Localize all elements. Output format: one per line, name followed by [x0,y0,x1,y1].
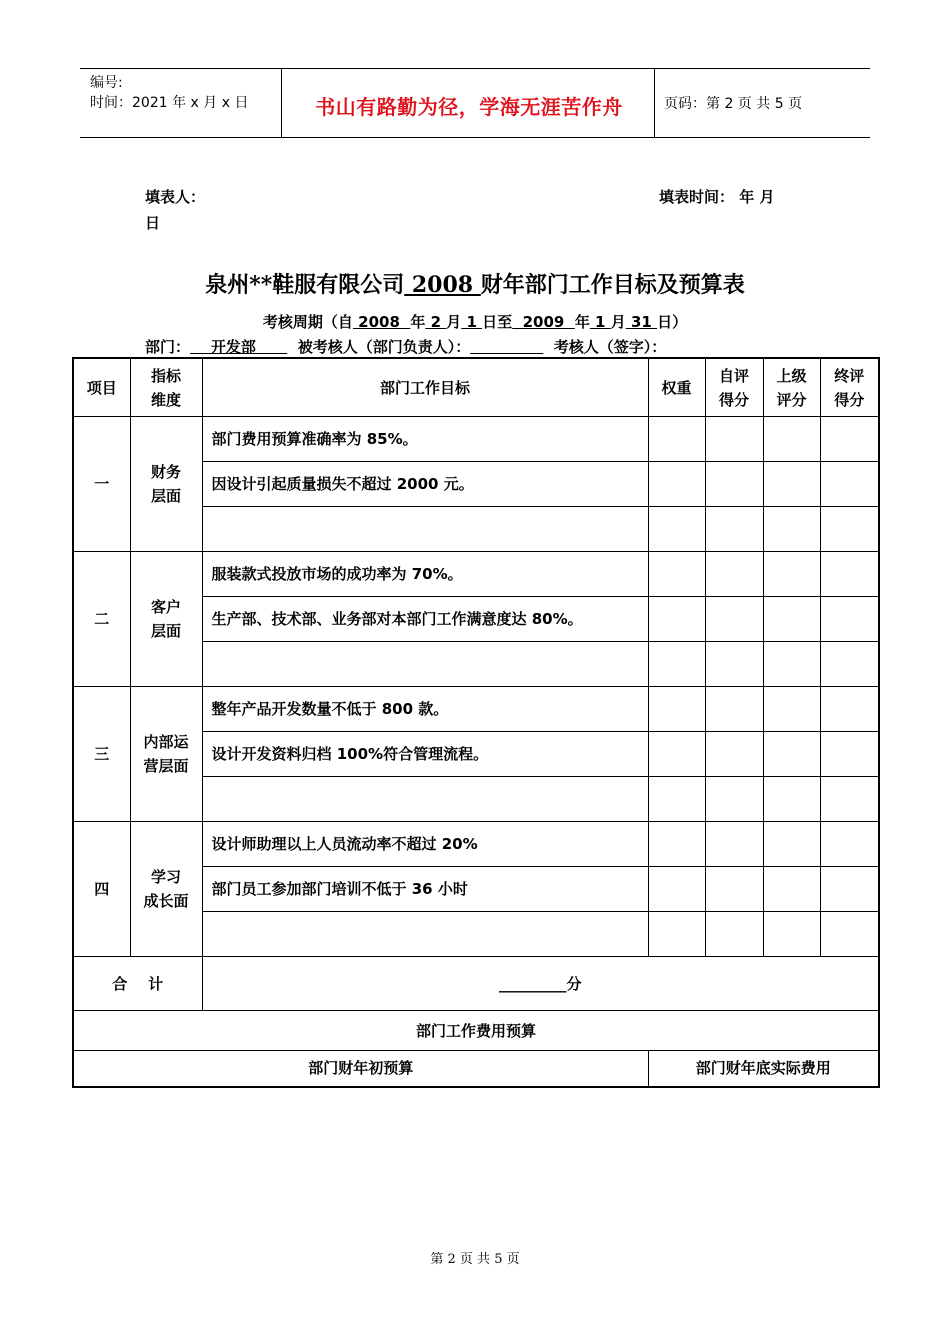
title-suffix: 财年部门工作目标及预算表 [480,272,745,298]
goal-cell: 生产部、技术部、业务部对本部门工作满意度达 80%。 [202,597,648,642]
self-score-cell [705,867,763,912]
final-score-cell [820,777,879,822]
weight-cell [648,687,705,732]
weight-cell [648,912,705,957]
assessee-label: 被考核人（部门负责人）： [287,338,471,356]
assessor-label: 考核人（签字）： [543,338,667,356]
self-score-cell [705,462,763,507]
supervisor-score-cell [763,777,820,822]
weight-cell [648,732,705,777]
final-score-cell [820,732,879,777]
weight-cell [648,417,705,462]
final-score-cell [820,462,879,507]
dept-value: 开发部 [190,338,288,356]
weight-cell [648,642,705,687]
table-row [73,822,879,867]
budget-row [73,1051,879,1087]
budget-initial: 部门财年初预算 [73,1051,648,1087]
period-text: 月 [446,313,462,331]
goal-cell: 部门费用预算准确率为 85%。 [202,417,648,462]
self-score-cell [705,822,763,867]
supervisor-score-cell [763,462,820,507]
header-self-score: 自评 得分 [705,358,763,417]
goals-table [72,357,880,1088]
filler-line [145,186,805,232]
filler-label: 填表人： [145,188,206,206]
budget-title: 部门工作费用预算 [73,1011,879,1051]
dimension-cell: 财务 层面 [130,417,202,552]
weight-cell [648,507,705,552]
final-score-cell [820,642,879,687]
supervisor-score-cell [763,417,820,462]
self-score-cell [705,552,763,597]
weight-cell [648,777,705,822]
supervisor-score-cell [763,732,820,777]
supervisor-score-cell [763,912,820,957]
final-score-cell [820,597,879,642]
header-divider [654,69,655,137]
item-number: 四 [73,822,130,957]
final-score-cell [820,507,879,552]
self-score-cell [705,777,763,822]
header-dimension: 指标 维度 [130,358,202,417]
goal-cell [202,777,648,822]
time-label: 时间：2021 年 x 月 x 日 [90,95,249,111]
goal-cell: 服装款式投放市场的成功率为 70%。 [202,552,648,597]
final-score-cell [820,822,879,867]
table-row [73,417,879,462]
weight-cell [648,552,705,597]
period-text: 年 [410,313,426,331]
item-number: 二 [73,552,130,687]
final-score-cell [820,552,879,597]
supervisor-score-cell [763,552,820,597]
weight-cell [648,822,705,867]
goal-cell: 部门员工参加部门培训不低于 36 小时 [202,867,648,912]
period-text: 考核周期（自 [262,313,353,331]
dept-label: 部门： [145,338,191,356]
self-score-cell [705,417,763,462]
supervisor-score-cell [763,597,820,642]
period-start-day: 1 [461,313,483,331]
final-score-cell [820,417,879,462]
header-supervisor-score: 上级 评分 [763,358,820,417]
table-header-row [73,358,879,417]
budget-actual: 部门财年底实际费用 [648,1051,879,1087]
goal-cell: 设计开发资料归档 100%符合管理流程。 [202,732,648,777]
period-end-year: 2009 [512,313,575,331]
self-score-cell [705,642,763,687]
fill-time-label: 填表时间： 年 月 [659,188,775,206]
total-score [202,957,879,1011]
dimension-cell: 学习 成长面 [130,822,202,957]
goal-cell: 因设计引起质量损失不超过 2000 元。 [202,462,648,507]
weight-cell [648,462,705,507]
assessee-value [470,338,543,356]
goal-cell [202,912,648,957]
header-meta [90,73,248,113]
header-goal: 部门工作目标 [202,358,648,417]
supervisor-score-cell [763,642,820,687]
goal-cell: 设计师助理以上人员流动率不超过 20% [202,822,648,867]
item-number: 三 [73,687,130,822]
title-year: 2008 [404,272,481,298]
self-score-cell [705,687,763,732]
self-score-cell [705,597,763,642]
supervisor-score-cell [763,822,820,867]
dimension-cell: 内部运 营层面 [130,687,202,822]
period-start-year: 2008 [352,313,411,331]
self-score-cell [705,507,763,552]
weight-cell [648,867,705,912]
fill-day-label: 日 [145,214,161,232]
final-score-cell [820,867,879,912]
supervisor-score-cell [763,867,820,912]
final-score-cell [820,687,879,732]
title-prefix: 泉州**鞋服有限公司 [205,272,405,298]
table-row [73,552,879,597]
period-end-month: 1 [589,313,611,331]
period-start-month: 2 [425,313,447,331]
goal-cell [202,642,648,687]
final-score-cell [820,912,879,957]
page-footer: 第 2 页 共 5 页 [430,1252,520,1267]
period-text: 日至 [482,313,513,331]
header-weight: 权重 [648,358,705,417]
goal-cell [202,507,648,552]
table-row [73,687,879,732]
total-row [73,957,879,1011]
department-line [145,336,666,357]
total-unit: 分 [566,974,582,993]
document-header [80,68,870,138]
dimension-cell: 客户 层面 [130,552,202,687]
supervisor-score-cell [763,687,820,732]
period-text: 月 [610,313,626,331]
header-motto: 书山有路勤为径，学海无涯苦作舟 [315,95,623,119]
total-label: 合 计 [73,957,202,1011]
header-page-info: 页码：第 2 页 共 5 页 [664,96,803,112]
period-text: 日） [657,313,688,331]
number-label: 编号: [90,75,123,91]
period-end-day: 31 [625,313,658,331]
supervisor-score-cell [763,507,820,552]
page-title [0,268,950,299]
weight-cell [648,597,705,642]
budget-title-row [73,1011,879,1051]
goal-cell: 整年产品开发数量不低于 800 款。 [202,687,648,732]
header-item: 项目 [73,358,130,417]
period-text: 年 [574,313,590,331]
item-number: 一 [73,417,130,552]
self-score-cell [705,912,763,957]
header-final-score: 终评 得分 [820,358,879,417]
assessment-period [0,311,950,332]
self-score-cell [705,732,763,777]
total-blank: _________ [498,974,567,993]
